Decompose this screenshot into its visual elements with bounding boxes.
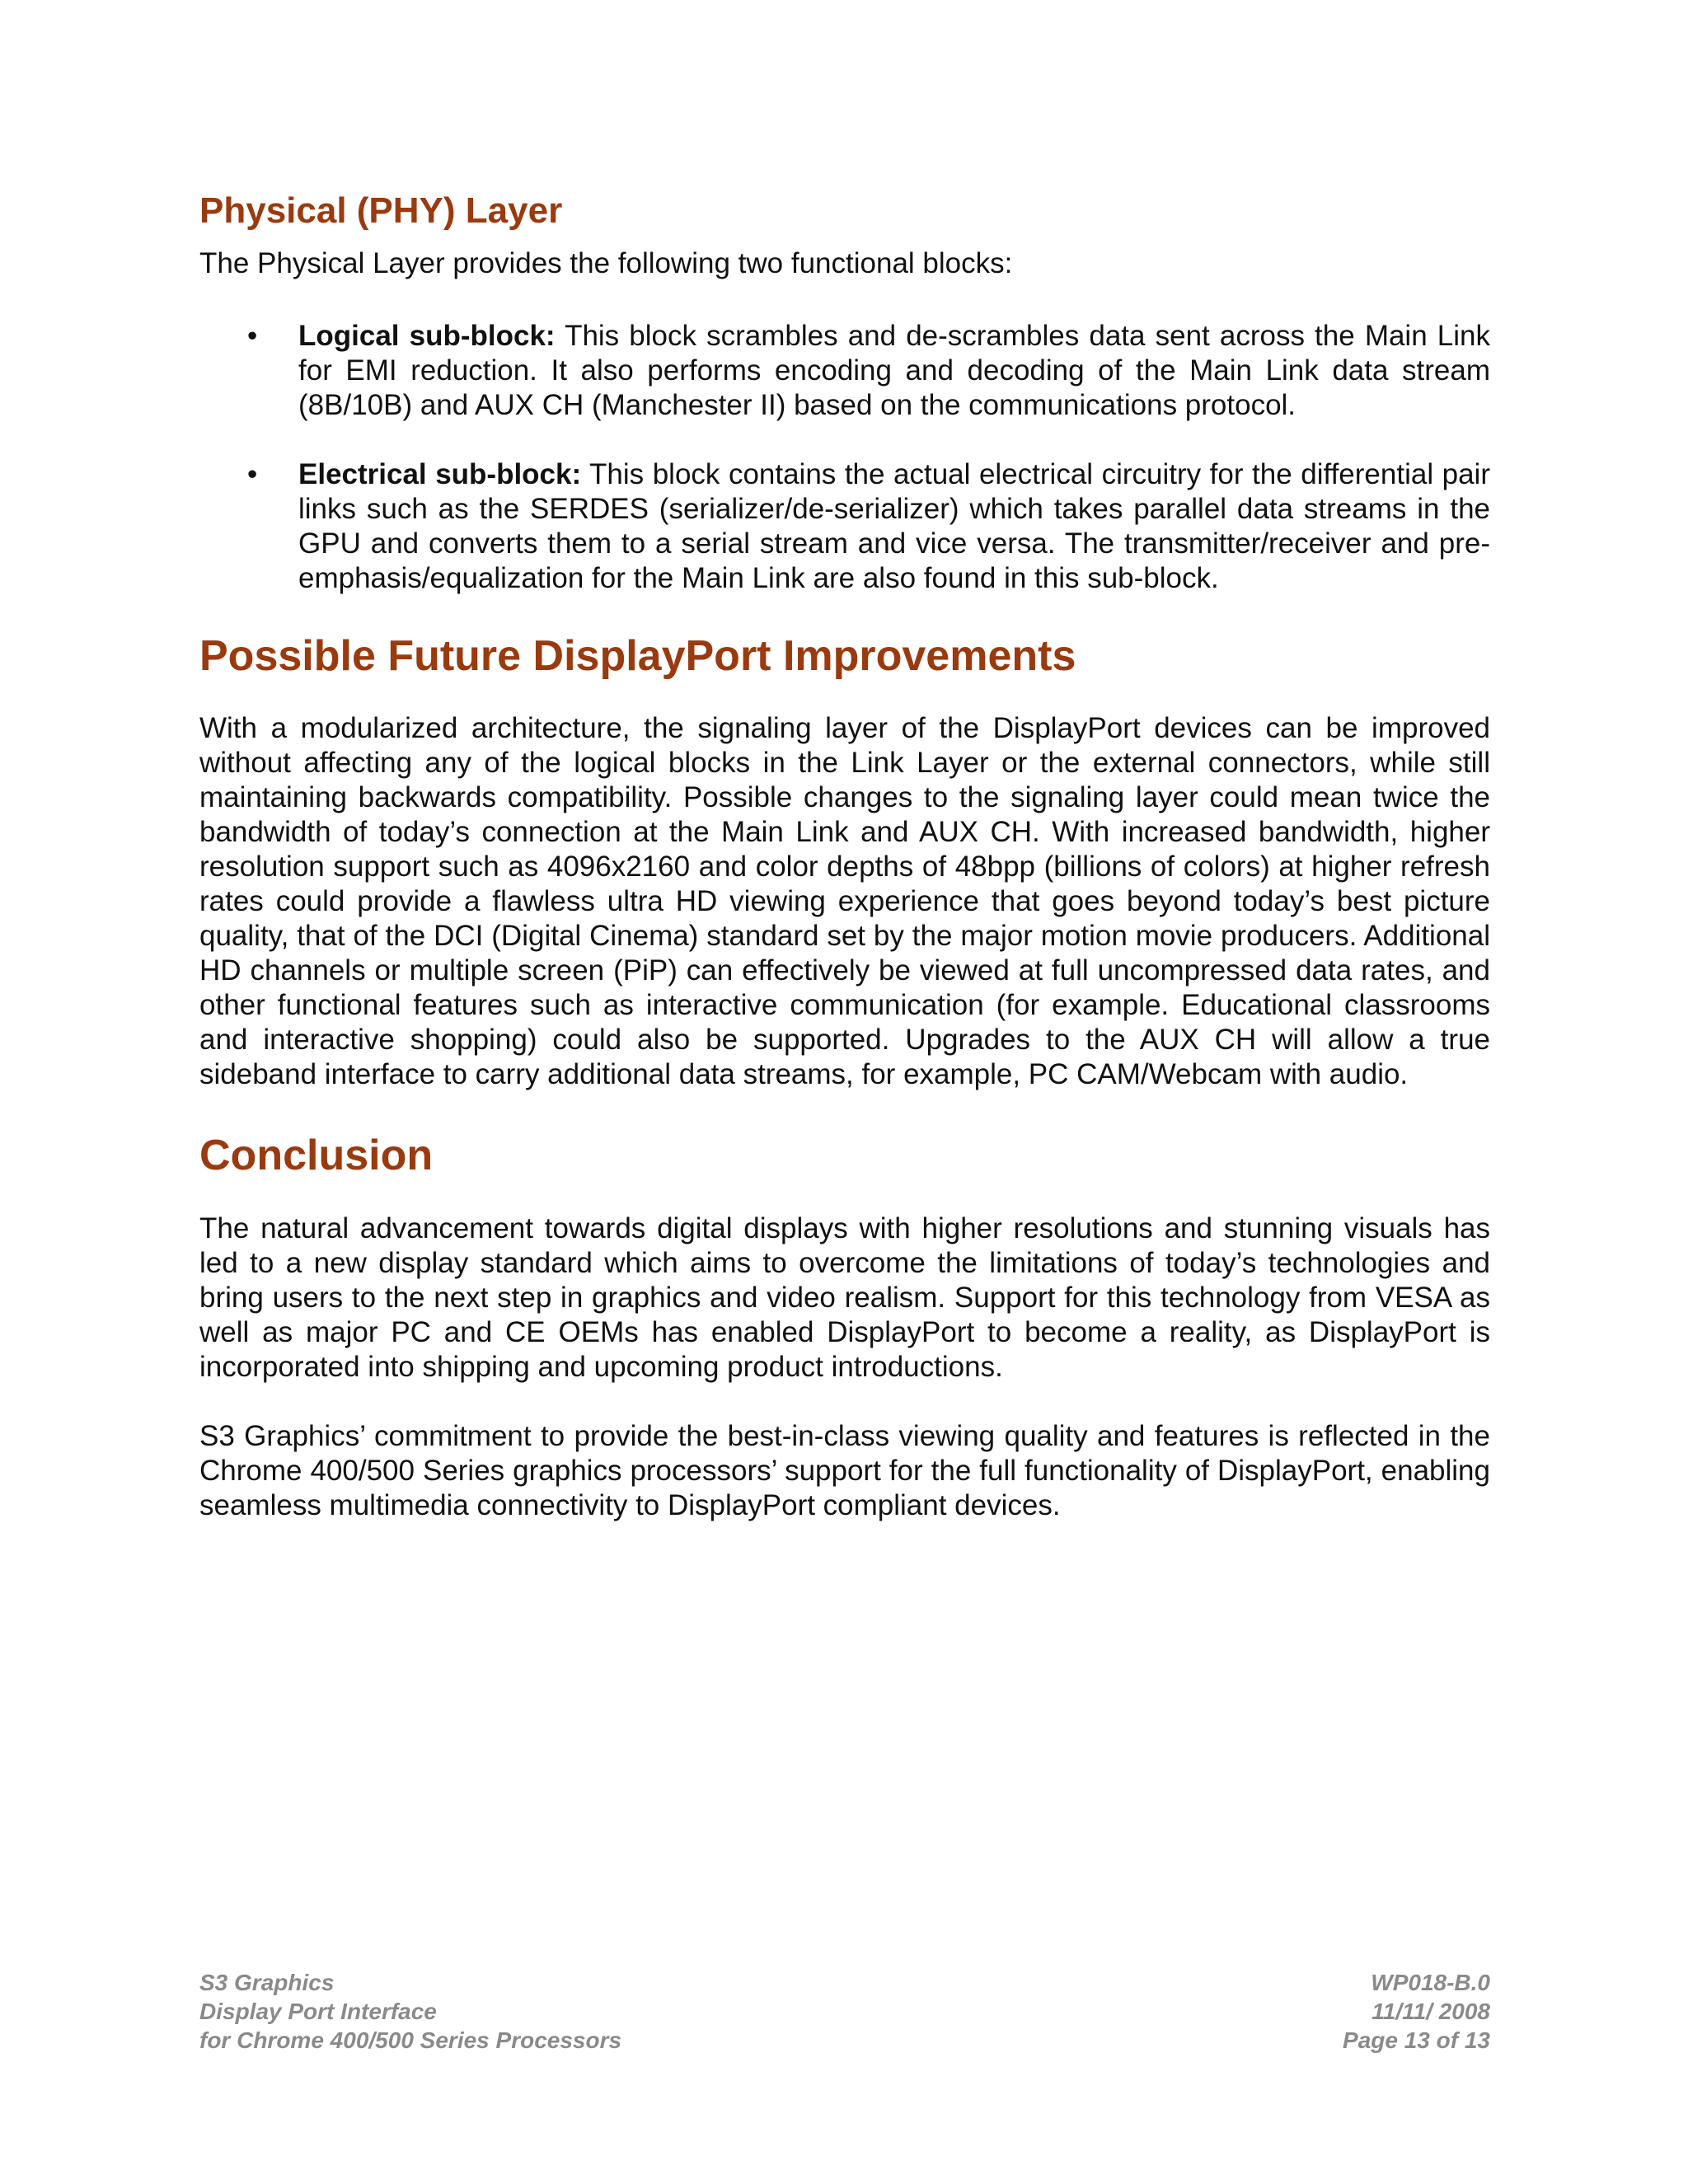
footer-date: 11/11/ 2008 [1372,1999,1490,2024]
phy-layer-heading: Physical (PHY) Layer [199,190,563,231]
conclusion-section [199,1130,1490,1522]
phy-layer-intro: The Physical Layer provides the following two functional blocks: [199,246,1013,279]
logical-sub-block-text: This block scrambles and de-scrambles data sent across the Main Link for EMI reduction. It also performs encoding and decoding of the Main Link data stream (8B/10B) and AUX CH (Manchester II) based on the communications protocol. [298,319,1490,421]
bullet-icon: • [247,319,258,352]
future-improvements-heading: Possible Future DisplayPort Improvements [199,631,1076,680]
future-improvements-body: With a modularized architecture, the signaling layer of the DisplayPort devices can be improved without affecting any of the logical blocks in the Link Layer or the external connectors, while still maintaining backwards compatibility. Possible changes to the signaling layer could mean twice the bandwidth of today’s connection at the Main Link and AUX CH. With increased bandwidth, higher resolution support such as 4096x2160 and color depths of 48bpp (billions of colors) at higher refresh rates could provide a flawless ultra HD viewing experience that goes beyond today’s best picture quality, that of the DCI (Digital Cinema) standard set by the major motion movie producers. Additional HD channels or multiple screen (PiP) can effectively be viewed at full uncompressed data rates, and other functional features such as interactive communication (for example. Educational classrooms and interactive shopping) could also be supported. Upgrades to the AUX CH will allow a true sideband interface to carry additional data streams, for example, PC CAM/Webcam with audio. [199,712,1490,1091]
footer-right [1343,1968,1490,2055]
logical-sub-block-label: Logical sub-block: [298,319,556,352]
conclusion-heading: Conclusion [199,1132,434,1180]
phy-layer-section [199,190,1490,596]
functional-blocks-list [199,319,1490,596]
footer-doc-id: WP018-B.0 [1371,1970,1490,1995]
electrical-sub-block-text: This block contains the actual electrical circuitry for the differential pair links such as the SERDES (serializer/de-serializer) which takes parallel data streams in the GPU and converts them to a serial stream and vice versa. The transmitter/receiver and pre-emphasis/equalization for the Main Link are also found in this sub-block. [298,457,1490,594]
electrical-sub-block-label: Electrical sub-block: [298,457,582,490]
footer-company: S3 Graphics [199,1970,335,1995]
list-item-electrical-sub-block [199,457,1490,596]
document-page [199,190,1490,1523]
conclusion-paragraph-2: S3 Graphics’ commitment to provide the best-in-class viewing quality and features is reflected in the Chrome 400/500 Series graphics processors’ support for the full functionality of DisplayPort, enabling seamless multimedia connectivity to DisplayPort compliant devices. [199,1419,1490,1521]
conclusion-paragraph-1: The natural advancement towards digital displays with higher resolutions and stunning visuals has led to a new display standard which aims to overcome the limitations of today’s technologies and bring users to the next step in graphics and video realism. Support for this technology from VESA as well as major PC and CE OEMs has enabled DisplayPort to become a reality, as DisplayPort is incorporated into shipping and upcoming product introductions. [199,1212,1490,1383]
list-item-logical-sub-block [199,319,1490,423]
footer-doc-title: Display Port Interface [199,1999,437,2024]
footer-left [199,1968,621,2055]
bullet-icon: • [247,457,258,490]
future-improvements-section [199,630,1490,1092]
footer-doc-subtitle: for Chrome 400/500 Series Processors [199,2027,622,2053]
footer-page-number: Page 13 of 13 [1343,2027,1490,2053]
